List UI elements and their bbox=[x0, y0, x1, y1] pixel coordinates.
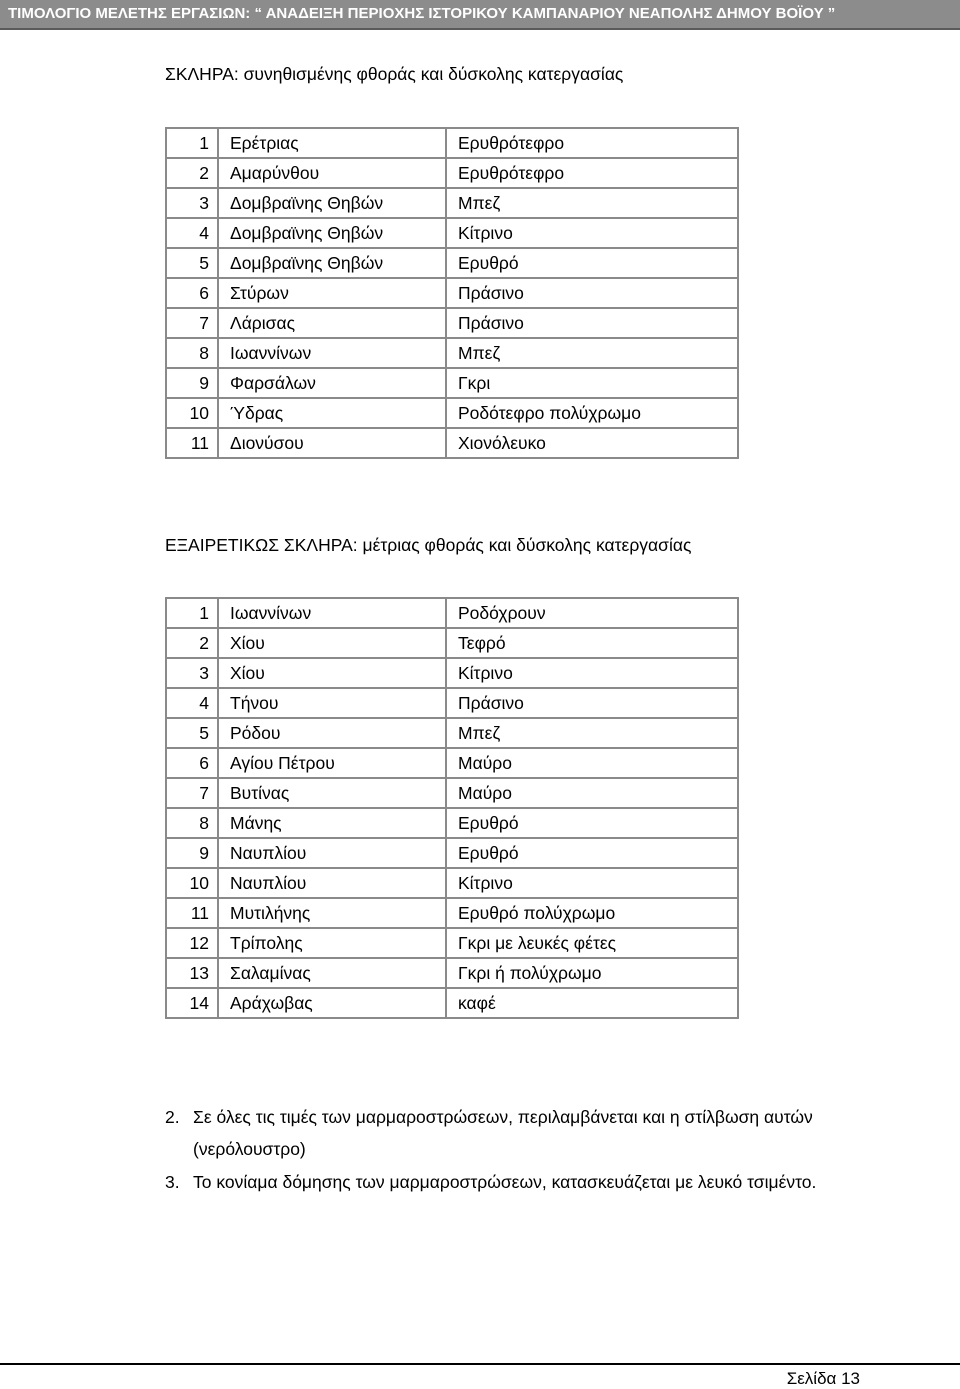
row-location: Χίου bbox=[218, 658, 446, 688]
row-location: Χίου bbox=[218, 628, 446, 658]
row-location: Δομβραϊνης Θηβών bbox=[218, 248, 446, 278]
row-color: Ερυθρότεφρο bbox=[446, 158, 738, 188]
row-number: 5 bbox=[166, 718, 218, 748]
row-color: Μαύρο bbox=[446, 748, 738, 778]
table-row bbox=[166, 248, 738, 278]
note-2-number: 2. bbox=[165, 1107, 180, 1127]
row-color: Ροδότεφρο πολύχρωμο bbox=[446, 398, 738, 428]
note-2 bbox=[165, 1101, 865, 1165]
row-color: Ερυθρό bbox=[446, 248, 738, 278]
row-color: Πράσινο bbox=[446, 688, 738, 718]
row-color: Κίτρινο bbox=[446, 218, 738, 248]
row-location: Τήνου bbox=[218, 688, 446, 718]
row-location: Τρίπολης bbox=[218, 928, 446, 958]
note-3 bbox=[165, 1166, 865, 1198]
row-location: Διονύσου bbox=[218, 428, 446, 458]
row-color: Μπεζ bbox=[446, 188, 738, 218]
row-color: Ερυθρό bbox=[446, 838, 738, 868]
table-row bbox=[166, 128, 738, 158]
row-number: 11 bbox=[166, 898, 218, 928]
row-location: Φαρσάλων bbox=[218, 368, 446, 398]
row-location: Ναυπλίου bbox=[218, 868, 446, 898]
note-3-line1: Το κονίαμα δόμησης των μαρμαροστρώσεων, κατασκευάζεται με λευκό τσιμέντο. bbox=[193, 1172, 817, 1192]
table-row bbox=[166, 188, 738, 218]
row-color: Μπεζ bbox=[446, 338, 738, 368]
table-row bbox=[166, 428, 738, 458]
section1-table bbox=[165, 127, 739, 459]
row-color: Ερυθρό bbox=[446, 808, 738, 838]
row-location: Μυτιλήνης bbox=[218, 898, 446, 928]
row-number: 13 bbox=[166, 958, 218, 988]
table-row bbox=[166, 688, 738, 718]
table-row bbox=[166, 398, 738, 428]
table-row bbox=[166, 928, 738, 958]
row-number: 14 bbox=[166, 988, 218, 1018]
row-location: Ιωαννίνων bbox=[218, 338, 446, 368]
section1-heading: ΣΚΛΗΡΑ: συνηθισμένης φθοράς και δύσκολης κατεργασίας bbox=[165, 64, 624, 84]
row-location: Ερέτριας bbox=[218, 128, 446, 158]
row-color: Ερυθρότεφρο bbox=[446, 128, 738, 158]
row-number: 5 bbox=[166, 248, 218, 278]
row-color: καφέ bbox=[446, 988, 738, 1018]
table-row bbox=[166, 748, 738, 778]
row-location: Δομβραϊνης Θηβών bbox=[218, 188, 446, 218]
row-number: 2 bbox=[166, 628, 218, 658]
page-number: Σελίδα 13 bbox=[786, 1369, 860, 1388]
row-number: 6 bbox=[166, 278, 218, 308]
row-location: Ύδρας bbox=[218, 398, 446, 428]
row-number: 1 bbox=[166, 128, 218, 158]
row-number: 7 bbox=[166, 308, 218, 338]
table-row bbox=[166, 598, 738, 628]
row-color: Γκρι με λευκές φέτες bbox=[446, 928, 738, 958]
row-number: 8 bbox=[166, 808, 218, 838]
table-row bbox=[166, 658, 738, 688]
row-number: 12 bbox=[166, 928, 218, 958]
row-location: Αμαρύνθου bbox=[218, 158, 446, 188]
row-number: 9 bbox=[166, 368, 218, 398]
row-number: 2 bbox=[166, 158, 218, 188]
row-number: 7 bbox=[166, 778, 218, 808]
section2-heading: ΕΞΑΙΡΕΤΙΚΩΣ ΣΚΛΗΡΑ: μέτριας φθοράς και δύσκολης κατεργασίας bbox=[165, 535, 692, 555]
note-2-line2: (νερόλουστρο) bbox=[193, 1139, 306, 1159]
row-number: 8 bbox=[166, 338, 218, 368]
table-row bbox=[166, 898, 738, 928]
row-color: Κίτρινο bbox=[446, 868, 738, 898]
row-location: Αράχωβας bbox=[218, 988, 446, 1018]
row-color: Γκρι ή πολύχρωμο bbox=[446, 958, 738, 988]
row-number: 4 bbox=[166, 688, 218, 718]
table-row bbox=[166, 718, 738, 748]
row-number: 9 bbox=[166, 838, 218, 868]
row-location: Ρόδου bbox=[218, 718, 446, 748]
row-location: Μάνης bbox=[218, 808, 446, 838]
row-color: Χιονόλευκο bbox=[446, 428, 738, 458]
row-number: 3 bbox=[166, 658, 218, 688]
row-number: 10 bbox=[166, 398, 218, 428]
table-row bbox=[166, 628, 738, 658]
header-bar bbox=[0, 0, 960, 30]
table-row bbox=[166, 988, 738, 1018]
row-number: 6 bbox=[166, 748, 218, 778]
row-number: 4 bbox=[166, 218, 218, 248]
section2-table bbox=[165, 597, 739, 1019]
table-row bbox=[166, 368, 738, 398]
row-location: Λάρισας bbox=[218, 308, 446, 338]
table-row bbox=[166, 868, 738, 898]
row-location: Αγίου Πέτρου bbox=[218, 748, 446, 778]
row-location: Σαλαμίνας bbox=[218, 958, 446, 988]
row-number: 1 bbox=[166, 598, 218, 628]
row-color: Κίτρινο bbox=[446, 658, 738, 688]
row-number: 11 bbox=[166, 428, 218, 458]
table-row bbox=[166, 958, 738, 988]
row-location: Ναυπλίου bbox=[218, 838, 446, 868]
table-row bbox=[166, 278, 738, 308]
row-number: 3 bbox=[166, 188, 218, 218]
table-row bbox=[166, 308, 738, 338]
row-location: Δομβραϊνης Θηβών bbox=[218, 218, 446, 248]
table-row bbox=[166, 778, 738, 808]
table-row bbox=[166, 808, 738, 838]
row-color: Ροδόχρουν bbox=[446, 598, 738, 628]
row-color: Τεφρό bbox=[446, 628, 738, 658]
footer-rule bbox=[0, 1363, 960, 1365]
row-location: Ιωαννίνων bbox=[218, 598, 446, 628]
row-color: Μπεζ bbox=[446, 718, 738, 748]
row-color: Πράσινο bbox=[446, 308, 738, 338]
document-title: ΤΙΜΟΛΟΓΙΟ ΜΕΛΕΤΗΣ ΕΡΓΑΣΙΩΝ: “ ΑΝΑΔΕΙΞΗ ΠΕΡΙΟΧΗΣ ΙΣΤΟΡΙΚΟΥ ΚΑΜΠΑΝΑΡΙΟΥ ΝΕΑΠΟΛΗΣ ΔΗΜΟΥ ΒΟΪΟΥ ” bbox=[8, 5, 836, 22]
table-row bbox=[166, 838, 738, 868]
row-color: Γκρι bbox=[446, 368, 738, 398]
table-row bbox=[166, 338, 738, 368]
row-location: Στύρων bbox=[218, 278, 446, 308]
row-color: Ερυθρό πολύχρωμο bbox=[446, 898, 738, 928]
note-3-number: 3. bbox=[165, 1172, 180, 1192]
note-2-line1: Σε όλες τις τιμές των μαρμαροστρώσεων, περιλαμβάνεται και η στίλβωση αυτών bbox=[193, 1107, 813, 1127]
row-location: Βυτίνας bbox=[218, 778, 446, 808]
row-color: Πράσινο bbox=[446, 278, 738, 308]
table-row bbox=[166, 218, 738, 248]
table-row bbox=[166, 158, 738, 188]
row-number: 10 bbox=[166, 868, 218, 898]
row-color: Μαύρο bbox=[446, 778, 738, 808]
